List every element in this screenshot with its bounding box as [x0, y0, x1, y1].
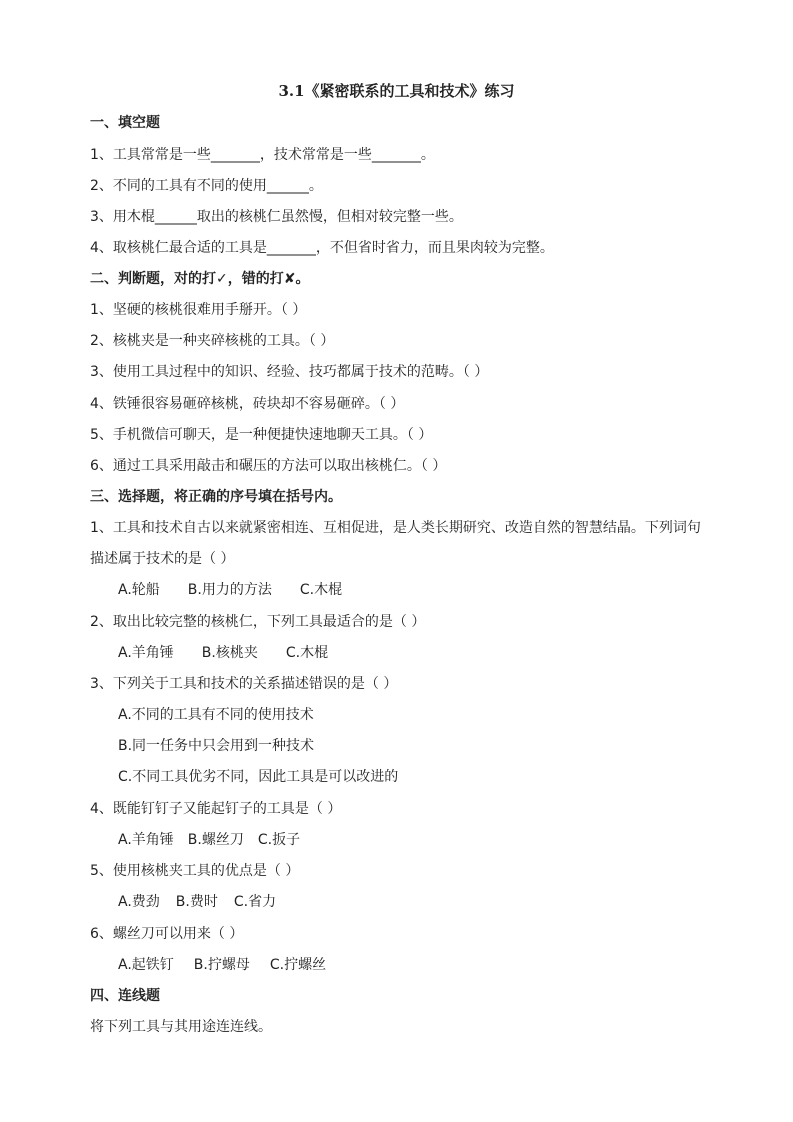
option-a: A.羊角锤: [118, 832, 174, 848]
option-c: C.木棍: [299, 582, 343, 598]
choice-q1-line2: 描述属于技术的是（ ）: [90, 551, 235, 567]
option-a: A.费劲: [118, 894, 160, 910]
option-c: C.木棍: [285, 645, 329, 661]
choice-q3: 3、下列关于工具和技术的关系描述错误的是（ ）: [90, 676, 398, 692]
choice-q2-options: [118, 643, 356, 663]
section-choice-heading: 三、选择题，将正确的序号填在括号内。: [90, 489, 342, 505]
option-b: B.费时: [175, 894, 218, 910]
true-false-q1: 1、坚硬的核桃很难用手掰开。（ ）: [90, 302, 307, 318]
section-matching-heading: 四、连线题: [90, 988, 160, 1004]
page-title: 3.1《紧密联系的工具和技术》练习: [278, 82, 515, 100]
fill-blank-q4: 4、取核桃仁最合适的工具是_______，不但省时省力，而且果肉较为完整。: [90, 240, 554, 256]
option-b: B.核桃夹: [201, 645, 258, 661]
choice-q4-options: [118, 830, 328, 850]
choice-q5: 5、使用核桃夹工具的优点是（ ）: [90, 863, 300, 879]
choice-q2: 2、取出比较完整的核桃仁，下列工具最适合的是（ ）: [90, 614, 426, 630]
choice-q5-options: [118, 892, 304, 912]
true-false-q3: 3、使用工具过程中的知识、经验、技巧都属于技术的范畴。（ ）: [90, 364, 489, 380]
option-b: B.螺丝刀: [187, 832, 244, 848]
choice-q6: 6、螺丝刀可以用来（ ）: [90, 926, 244, 942]
option-c: C.省力: [233, 894, 277, 910]
option-a: A.起铁钉: [118, 957, 174, 973]
true-false-q5: 5、手机微信可聊天，是一种便捷快速地聊天工具。（ ）: [90, 427, 433, 443]
choice-q1-line1: 1、工具和技术自古以来就紧密相连、互相促进，是人类长期研究、改造自然的智慧结晶。下列词句: [90, 520, 701, 536]
fill-blank-q3: 3、用木棍______取出的核桃仁虽然慢，但相对较完整一些。: [90, 209, 463, 225]
choice-q6-options: [118, 955, 354, 975]
option-a: A.轮船: [118, 582, 160, 598]
matching-instruction: 将下列工具与其用途连连线。: [90, 1019, 272, 1035]
choice-q4: 4、既能钉钉子又能起钉子的工具是（ ）: [90, 801, 342, 817]
section-true-false-heading: 二、判断题，对的打✓，错的打✘。: [90, 271, 310, 287]
true-false-q4: 4、铁锤很容易砸碎核桃，砖块却不容易砸碎。（ ）: [90, 396, 405, 412]
choice-q3-option-c: C.不同工具优劣不同，因此工具是可以改进的: [118, 769, 399, 785]
section-fill-blank-heading: 一、填空题: [90, 115, 160, 131]
fill-blank-q1: 1、工具常常是一些_______，技术常常是一些_______。: [90, 147, 435, 163]
choice-q1-options: [118, 580, 370, 600]
option-c: C.扳子: [257, 832, 301, 848]
choice-q3-option-a: A.不同的工具有不同的使用技术: [118, 707, 314, 723]
option-c: C.拧螺丝: [269, 957, 327, 973]
option-b: B.用力的方法: [187, 582, 272, 598]
option-b: B.拧螺母: [193, 957, 250, 973]
fill-blank-q2: 2、不同的工具有不同的使用______。: [90, 178, 323, 194]
true-false-q6: 6、通过工具采用敲击和碾压的方法可以取出核桃仁。（ ）: [90, 458, 447, 474]
choice-q3-option-b: B.同一任务中只会用到一种技术: [118, 738, 315, 754]
true-false-q2: 2、核桃夹是一种夹碎核桃的工具。（ ）: [90, 333, 335, 349]
option-a: A.羊角锤: [118, 645, 174, 661]
